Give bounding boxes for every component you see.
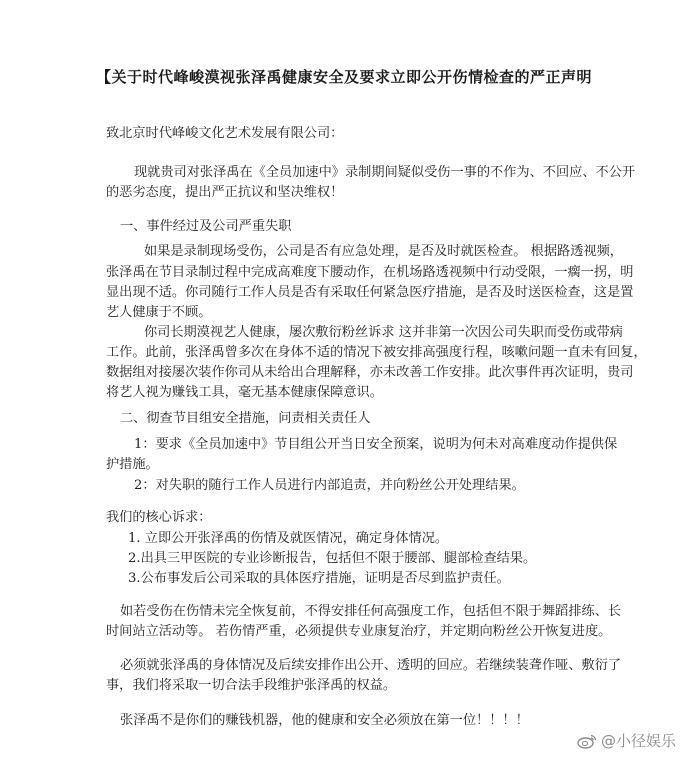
body-line: 必须就张泽禹的身体情况及后续安排作出公开、透明的回应。若继续装聋作哑、敷衍了 (120, 658, 622, 673)
weibo-icon (577, 733, 597, 749)
body-line: 将艺人视为赚钱工具，毫无基本健康保障意识。 (106, 385, 383, 400)
body-line: 艺人健康于不顾。 (106, 305, 212, 320)
section-heading-1: 一、事件经过及公司严重失职 (120, 219, 292, 234)
list-item-continuation: 护措施。 (106, 457, 159, 472)
body-line: 如若受伤在伤情未完全恢复前，不得安排任何高强度工作，包括但不限于舞蹈排练、长 (120, 604, 622, 619)
body-line: 事，我们将采取一切合法手段维护张泽禹的权益。 (106, 678, 397, 693)
body-line: 的恶劣态度，提出严正抗议和坚决维权！ (106, 185, 344, 200)
demand-item: 1. 立即公开张泽禹的伤情及就医情况，确定身体情况。 (128, 531, 449, 546)
body-line: 现就贵司对张泽禹在《全员加速中》录制期间疑似受伤一事的不作为、不回应、不公开 (134, 165, 636, 180)
closing-line: 张泽禹不是你们的赚钱机器，他的健康和安全必须放在第一位！！！！ (120, 713, 529, 728)
statement-title: 【关于时代峰峻漠视张泽禹健康安全及要求立即公开伤情检查的严正声明 (96, 68, 593, 86)
body-line: 张泽禹在节目录制过程中完成高难度下腰动作，在机场路透视频中行动受限，一瘸一拐，明 (106, 265, 634, 280)
body-line: 显出现不适。你司随行工作人员是否有采取任何紧急医疗措施，是否及时送医检查，这是置 (106, 285, 634, 300)
body-line: 数据组对接屡次装作你司从未给出合理解释，亦未改善工作安排。此次事件再次证明，贵司 (106, 365, 634, 380)
demands-heading: 我们的核心诉求： (106, 510, 212, 525)
watermark (577, 730, 676, 751)
list-item: 1：要求《全员加速中》节目组公开当日安全预案，说明为何未对高难度动作提供保 (134, 437, 618, 452)
body-line: 工作。此前，张泽禹曾多次在身体不适的情况下被安排高强度行程，咳嗽问题一直未有回复， (106, 345, 647, 360)
body-line: 时间站立活动等。 若伤情严重，必须提供专业康复治疗，并定期向粉丝公开恢复进度。 (106, 624, 612, 639)
demand-item: 2.出具三甲医院的专业诊断报告，包括但不限于腰部、腿部检查结果。 (128, 551, 537, 566)
addressee-line: 致北京时代峰峻文化艺术发展有限公司： (106, 126, 344, 141)
body-line: 你司长期漠视艺人健康，屡次敷衍粉丝诉求 这并非第一次因公司失职而受伤或带病 (144, 325, 623, 340)
list-item: 2：对失职的随行工作人员进行内部追责，并向粉丝公开处理结果。 (134, 478, 525, 493)
watermark-text: @小径娱乐 (600, 732, 676, 750)
body-line: 如果是录制现场受伤，公司是否有应急处理，是否及时就医检查。 根据路透视频， (144, 244, 623, 259)
section-heading-2: 二、彻查节目组安全措施，问责相关责任人 (120, 411, 371, 426)
demand-item: 3.公布事发后公司采取的具体医疗措施，证明是否尽到监护责任。 (128, 571, 510, 586)
